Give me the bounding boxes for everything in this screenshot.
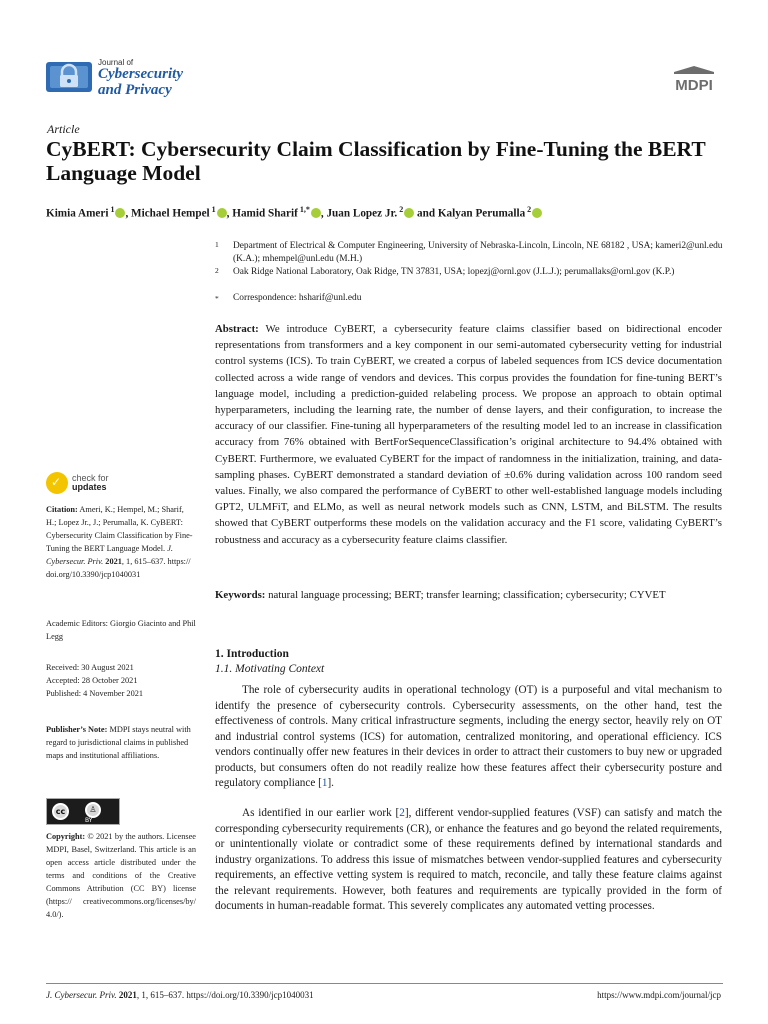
footer-journal-url-link[interactable]: https://www.mdpi.com/journal/jcp <box>597 990 721 1000</box>
author-name[interactable]: Michael Hempel <box>131 207 210 220</box>
orcid-icon[interactable] <box>115 208 125 218</box>
attribution-person-icon: ♙ <box>85 802 101 818</box>
copyright-notice <box>46 830 196 921</box>
citation-doi-link[interactable]: 615–637. https:// doi.org/10.3390/jcp1040031 <box>46 557 191 579</box>
footer-citation <box>46 990 314 1000</box>
publishers-note-label: Publisher’s Note: <box>46 725 108 734</box>
section-heading: 1. Introduction <box>215 648 289 660</box>
journal-of-label: Journal of <box>98 58 134 67</box>
footer-doi-link[interactable]: , 1, 615–637. https://doi.org/10.3390/jcp1040031 <box>136 990 314 1000</box>
orcid-icon[interactable] <box>217 208 227 218</box>
abstract-text: We introduce CyBERT, a cybersecurity feature claims classifier based on bidirectional encoder representations from transformers and a key component in our semi-automated cybersecurity vetting for industrial control systems (ICS). To train CyBERT, we created a corpus of labeled sequences from ICS device documentation collected across a wide range of vendors and devices. This corpus provides the foundation for fine-tuning BERT’s language model, including a prediction-guided relabeling process. We propose an approach to obtain optimal hyperparameters, including the learning rate, the number of dense layers, and their configuration, to increase the accuracy of our classifier. Fine-tuning all hyperparameters of the resulting model led to an increase in classification accuracy from 76% obtained with BertForSequenceClassification’s original architecture to 94.4% obtained with CyBERT. Furthermore, we evaluated CyBERT for the impact of randomness in the initialization, training, and data-sampling phases. CyBERT demonstrated a standard deviation of ±0.6% during validation across 100 random seed values. Finally, we also compared the performance of CyBERT to other well-established language models including GPT2, ULMFiT, and ELMo, as well as neural network models such as CNN, LSTM, and BiLSTM. The results showed that CyBERT outperforms these models on the validation accuracy and the F1 score, validating CyBERT’s robustness and accuracy as a cybersecurity feature claims classifier. <box>215 323 722 546</box>
citation-block <box>46 503 196 581</box>
publishers-note <box>46 723 196 762</box>
date-published: Published: 4 November 2021 <box>46 689 144 698</box>
citation-year: 2021 <box>103 557 122 566</box>
updates-line1: check for <box>72 473 109 483</box>
paragraph-text: ], different vendor-supplied features (VSF) can satisfy and match the corresponding cybersecurity requirements (CR), or enhance the features and go beyond the related requirements, or unintentionally violate or contradict some of these requirements defined by international standards and industry organizations. To address this issue of mismatches between vendor-supplied features and cybersecurity requirements, an effective vetting system is required to match, reconcile, and tally these feature claims against the relevant requirements. However, both features and requirements are typically provided in the form of documents in human-readable format. This severely complicates any automated vetting processes. <box>215 807 723 912</box>
citation-label: Citation: <box>46 505 78 514</box>
affiliation-mark: * <box>215 294 219 303</box>
author-name[interactable]: Kimia Ameri <box>46 207 109 220</box>
keywords-label: Keywords: <box>215 589 266 601</box>
keywords-text: natural language processing; BERT; transfer learning; classification; cybersecurity; CYVET <box>265 589 666 601</box>
affiliation-text: Oak Ridge National Laboratory, Oak Ridge, TN 37831, USA; lopezj@ornl.gov (J.L.J.); perumallaks@ornl.gov (K.P.) <box>233 267 675 277</box>
correspondence-text: Correspondence: hsharif@unl.edu <box>233 293 362 303</box>
author-affiliation-mark: 1 <box>209 205 216 214</box>
paragraph-1 <box>215 683 722 792</box>
affiliation-text: Department of Electrical & Computer Engineering, University of Nebraska-Lincoln, Lincoln, NE 68182 , USA; kameri2@unl.edu (K.A.); mhempel@unl.edu (M.H.) <box>233 241 723 264</box>
journal-name-line1: Cybersecurity <box>98 66 183 82</box>
orcid-icon[interactable] <box>404 208 414 218</box>
subsection-heading: 1.1. Motivating Context <box>215 663 325 675</box>
affiliation-mark: 2 <box>215 266 219 275</box>
orcid-icon[interactable] <box>532 208 542 218</box>
cc-by-license-badge[interactable] <box>46 798 120 825</box>
copyright-text: © 2021 by the authors. Licensee MDPI, Basel, Switzerland. This article is an open access article distributed under the terms and conditions of the Creative Commons Attribution (CC BY) license (https:// creativecommons.org/licenses/by/ 4.0/). <box>46 832 196 919</box>
author-affiliation-mark: 1 <box>108 205 115 214</box>
author-name[interactable]: Juan Lopez Jr. <box>326 207 398 220</box>
author-affiliation-mark: 2 <box>397 205 404 214</box>
keywords <box>215 587 722 603</box>
creative-commons-icon: cc <box>52 803 69 820</box>
citation-link[interactable]: 1 <box>321 777 328 789</box>
footer-year: 2021 <box>116 990 137 1000</box>
author-separator: and <box>414 207 438 220</box>
journal-name[interactable] <box>98 66 183 98</box>
abstract-label: Abstract: <box>215 323 259 335</box>
journal-name-line2: and Privacy <box>98 82 172 98</box>
author-separator: , <box>226 207 233 220</box>
date-accepted: Accepted: 28 October 2021 <box>46 676 138 685</box>
article-type: Article <box>47 122 80 136</box>
citation-link[interactable]: 2 <box>399 807 405 819</box>
footer-divider <box>46 983 723 984</box>
affiliation-2 <box>215 266 725 279</box>
article-title: CyBERT: Cybersecurity Claim Classification by Fine-Tuning the BERT Language Model <box>46 137 706 185</box>
paragraph-text: ]. <box>327 777 334 789</box>
citation-journal: J. Cybersecur. Priv. <box>46 544 173 566</box>
footer-journal: J. Cybersecur. Priv. <box>46 990 117 1000</box>
author-list <box>46 205 736 220</box>
publishers-note-text: MDPI stays neutral with regard to jurisdictional claims in published maps and institutional affiliations. <box>46 725 191 760</box>
mdpi-logo-icon[interactable] <box>666 66 722 94</box>
publisher-name: MDPI <box>675 77 713 94</box>
by-label: BY <box>85 817 93 824</box>
correspondence <box>215 292 725 305</box>
author-separator: , <box>320 207 327 220</box>
updates-line2: updates <box>72 482 107 492</box>
academic-editors: Academic Editors: Giorgio Giacinto and Phil Legg <box>46 619 196 641</box>
author-separator: , <box>125 207 132 220</box>
affiliation-1 <box>215 240 725 266</box>
checkmark-icon: ✓ <box>51 475 62 489</box>
date-received: Received: 30 August 2021 <box>46 663 134 672</box>
citation-text: Ameri, K.; Hempel, M.; Sharif, H.; Lopez Jr., J.; Perumalla, K. CyBERT: Cybersecurity Claim Classification by Fine-Tuning the BERT Language Model. <box>46 505 193 553</box>
check-for-updates-button[interactable] <box>46 472 136 496</box>
paragraph-text: The role of cybersecurity audits in operational technology (OT) is a purposeful and vital mechanism to identify the presence of cybersecurity controls. Cybersecurity assessments, on the other hand, test the effectiveness of controls. Many critical infrastructure segments, including the energy sector, heavily rely on OT and industrial control systems (ICS) for automation, centralized monitoring, and operational efficiency. ICS vendors continually offer new features in their devices in order to attract their customers to buy new or upgraded products, but consumers often do not readily realize how these features affect their cybersecurity posture and regulatory compliance [ <box>215 684 722 789</box>
author-name[interactable]: Kalyan Perumalla <box>437 207 526 220</box>
author-name[interactable]: Hamid Sharif <box>232 207 298 220</box>
orcid-icon[interactable] <box>311 208 321 218</box>
journal-logo-icon <box>46 58 92 94</box>
citation-volume: , 1, <box>121 557 135 566</box>
paragraph-text: As identified in our earlier work [ <box>242 807 400 819</box>
author-affiliation-mark: 2 <box>525 205 532 214</box>
copyright-label: Copyright: <box>46 832 86 841</box>
affiliation-mark: 1 <box>215 240 219 249</box>
abstract <box>215 321 722 548</box>
author-affiliation-mark: 1,* <box>297 205 310 214</box>
paragraph-2 <box>215 806 722 915</box>
